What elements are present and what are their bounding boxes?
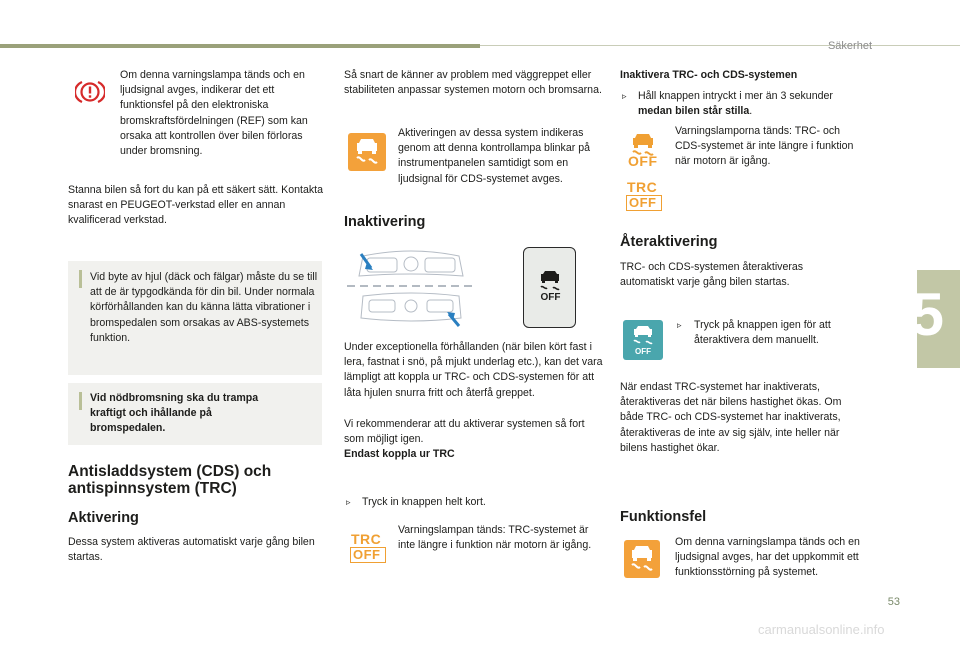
reactivation-text: TRC- och CDS-systemen återaktiveras automatiskt varje gång bilen startas. bbox=[620, 261, 804, 289]
hold-text-part: Håll knappen intryckt i mer än 3 sekunder bbox=[638, 90, 833, 102]
button-off-label: OFF bbox=[540, 292, 561, 303]
trc-label: TRC bbox=[351, 531, 382, 547]
heading-deactivation: Inaktivering bbox=[344, 214, 426, 230]
activation-text: Dessa system aktiveras automatiskt varje gång bilen startas. bbox=[68, 536, 315, 564]
note-wheels-text: Vid byte av hjul (däck och fälgar) måste du se till att de är typgodkända för din bil. Under normala körförhållanden kan du känna lätta vibrationer i bromspedalen som orsakas av ABS-systemets funktion. bbox=[90, 271, 318, 344]
trc-off-label: OFF bbox=[353, 547, 381, 562]
blink-text: Aktiveringen av dessa system indikeras genom att denna kontrollampa blinkar på instrumentpanelen samtidigt som en ljudsignal för CDS-systemet avges. bbox=[398, 127, 590, 185]
bullet-icon: ▹ bbox=[346, 497, 351, 507]
bullet-icon: ▹ bbox=[622, 91, 627, 101]
press-again-text: Tryck på knappen igen för att återaktivera dem manuellt. bbox=[694, 319, 831, 347]
brake-warning-icon bbox=[75, 79, 105, 105]
teal-off-button-icon bbox=[623, 320, 663, 360]
dashboard-illustration bbox=[343, 246, 479, 328]
only-trc-heading: Endast koppla ur TRC bbox=[344, 448, 455, 460]
heading-reactivation: Återaktivering bbox=[620, 234, 718, 250]
brake-warning-text: Om denna varningslampa tänds och en ljudsignal avges, indikerar det ett funktionsfel på den elektroniska bromskraftsfördelningen (REF) som kan orsaka att kontrollen över bilen förloras under bromsning. bbox=[120, 69, 308, 158]
teal-off-label: OFF bbox=[635, 347, 651, 356]
intro-text: Så snart de känner av problem med väggreppet eller stabiliteten anpassar systemen motorn och bromsarna. bbox=[344, 69, 602, 97]
bullet-icon: ▹ bbox=[677, 320, 682, 330]
header-bar bbox=[0, 44, 480, 48]
header-line bbox=[480, 45, 960, 46]
trc-label: TRC bbox=[627, 179, 658, 195]
page-number: 53 bbox=[887, 596, 900, 608]
section-title: Säkerhet bbox=[827, 40, 872, 52]
press-short-text: Tryck in knappen helt kort. bbox=[362, 496, 486, 508]
chapter-number: 5 bbox=[910, 281, 944, 348]
hold-text-end: . bbox=[749, 105, 753, 118]
hold-text-bold: medan bilen står stilla bbox=[638, 105, 750, 118]
trc-off-button-icon bbox=[523, 247, 576, 328]
heading-activation: Aktivering bbox=[68, 510, 139, 526]
recommend-text: Vi rekommenderar att du aktiverar systemen så fort som möjligt igen. bbox=[344, 418, 585, 446]
hold-button-text bbox=[638, 89, 863, 119]
malfunction-lamp-icon bbox=[624, 540, 660, 578]
skid-warning-icon bbox=[348, 133, 386, 171]
malfunction-text: Om denna varningslampa tänds och en ljudsignal avges, har det uppkommit ett funktionsstörning på systemet. bbox=[675, 536, 860, 579]
lamps-text: Varningslamporna tänds: TRC- och CDS-systemet är inte längre i funktion när motorn är igång. bbox=[675, 125, 854, 168]
heading-malfunction: Funktionsfel bbox=[620, 509, 707, 525]
heading-cds-trc: Antisladdsystem (CDS) och antispinnsystem (TRC) bbox=[68, 463, 272, 497]
watermark: carmanualsonline.info bbox=[758, 622, 885, 637]
cds-off-lamp-icon bbox=[624, 130, 662, 170]
exceptional-text: Under exceptionella förhållanden (när bilen kört fast i lera, fastnat i snö, på mjukt underlag etc.), kan det vara lämpligt att koppla ur TRC- och CDS-systemen för att låta hjulen snurra fritt och återfå greppet. bbox=[344, 341, 603, 399]
trc-off-lamp-icon bbox=[624, 180, 664, 212]
note-bar bbox=[79, 270, 82, 288]
trc-off-label: OFF bbox=[629, 195, 657, 210]
stop-instructions: Stanna bilen så fort du kan på ett säkert sätt. Kontakta snarast en PEUGEOT-verkstad eller en annan kvalificerad verkstad. bbox=[68, 184, 323, 227]
heading-deactivate-both: Inaktivera TRC- och CDS-systemen bbox=[620, 69, 798, 81]
cds-off-label: OFF bbox=[628, 153, 658, 169]
reactivation-details: När endast TRC-systemet har inaktiverats, återaktiveras det när bilens hastighet ökas. Om både TRC- och CDS-systemet har inaktiverats, återaktiveras de inte av sig själv, inte heller när bilens hastighet ökar. bbox=[620, 381, 842, 454]
note-bar bbox=[79, 392, 82, 410]
note-emergency-text: Vid nödbromsning ska du trampa kraftigt och ihållande på bromspedalen. bbox=[90, 392, 259, 435]
trc-off-lamp-icon bbox=[348, 532, 388, 564]
trc-lamp-text: Varningslampan tänds: TRC-systemet är inte längre i funktion när motorn är igång. bbox=[398, 524, 592, 552]
